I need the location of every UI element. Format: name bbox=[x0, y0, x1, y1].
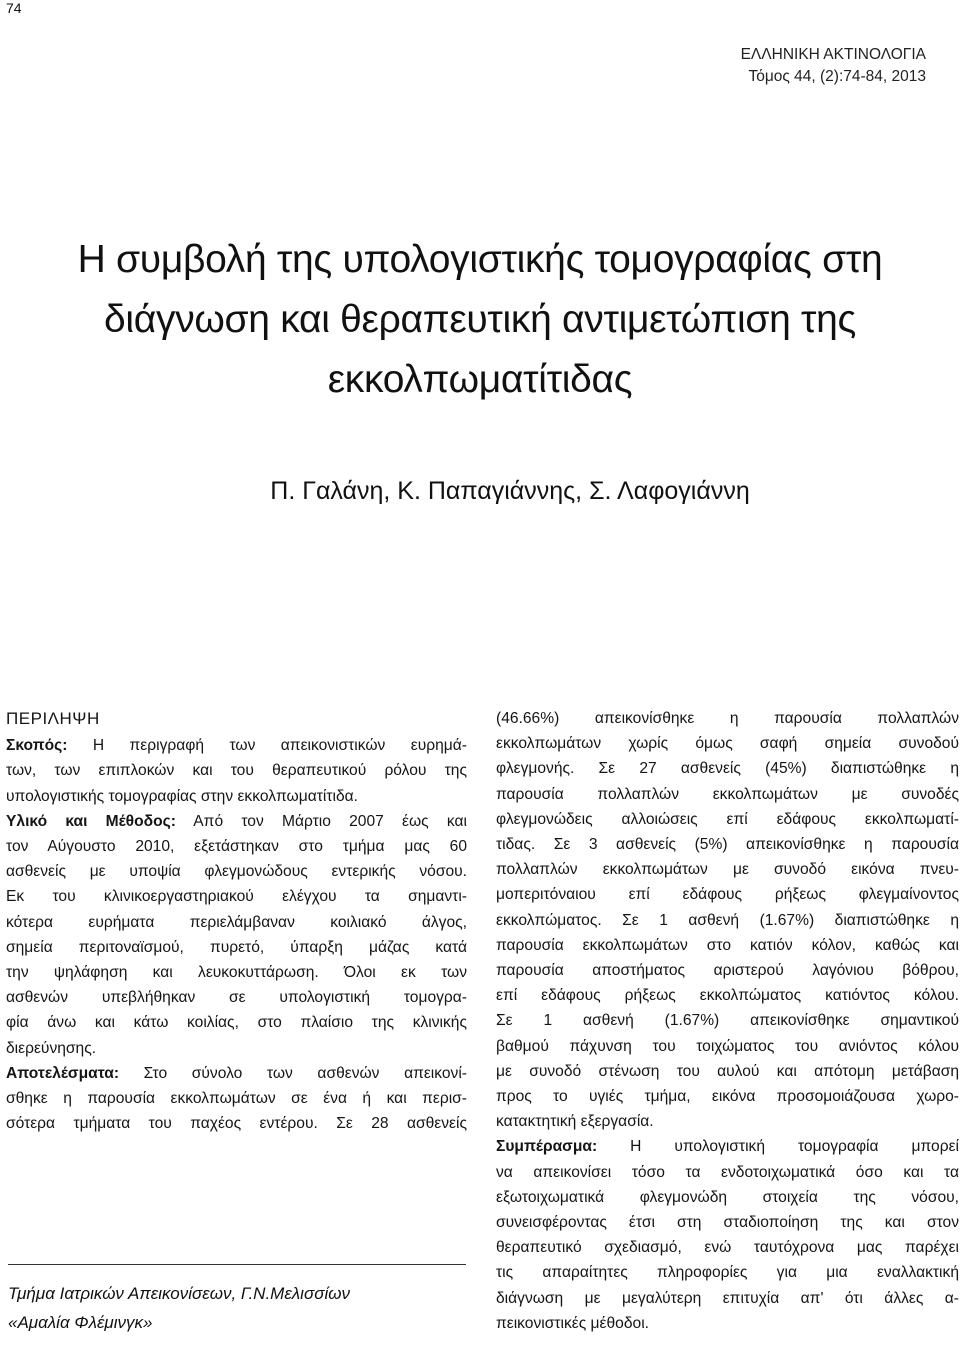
text-line: φλεγμονώδεις αλλοιώσεις επί εδάφους εκκολπωματί- bbox=[496, 810, 959, 828]
text-line: παρουσία εκκολπωμάτων στο κατιόν κόλον, καθώς και bbox=[496, 936, 959, 954]
text-line: τον Αύγουστο 2010, εξετάστηκαν στο τμήμα μας 60 bbox=[6, 838, 467, 856]
text-line: διερεύνησης. bbox=[6, 1039, 97, 1057]
text-line: Υλικό και Μέθοδος: Από τον Μάρτιο 2007 έως και bbox=[6, 812, 467, 830]
text-line: εξωτοιχωματικά φλεγμονώδη στοιχεία της νόσου, bbox=[496, 1188, 959, 1206]
abstract-heading: ΠΕΡΙΛΗΨΗ bbox=[6, 709, 100, 728]
text-line: ασθενών υπεβλήθηκαν σε υπολογιστική τομογρα- bbox=[6, 989, 467, 1007]
journal-issue: Τόμος 44, (2):74-84, 2013 bbox=[748, 68, 926, 85]
title-line: εκκολπωματίτιδας bbox=[327, 358, 633, 401]
journal-name: ΕΛΛΗΝΙΚΗ ΑΚΤΙΝΟΛΟΓΙΑ bbox=[740, 46, 926, 63]
article-title bbox=[0, 230, 960, 410]
methods-label: Υλικό και Μέθοδος: bbox=[6, 812, 176, 830]
text-line: φλεγμονής. Σε 27 ασθενείς (45%) διαπιστώθηκε η bbox=[496, 760, 959, 778]
text-line: σθηκε η παρουσία εκκολπωμάτων σε ένα ή και περισ- bbox=[6, 1090, 467, 1108]
affiliation-line: «Αμαλία Φλέμινγκ» bbox=[8, 1313, 153, 1332]
text-line: Σε 1 ασθενή (1.67%) απεικονίσθηκε σημαντικού bbox=[496, 1012, 959, 1030]
text-line: με συνοδό στένωση του αυλού και απότομη μετάβαση bbox=[496, 1062, 959, 1080]
text-line: την ψηλάφηση και λευκοκυττάρωση. Όλοι εκ των bbox=[6, 964, 467, 982]
text-line: βαθμού πάχυνση του τοιχώματος του ανιόντος κόλου bbox=[496, 1037, 959, 1055]
page-number: 74 bbox=[6, 0, 22, 16]
text-line: των, των επιπλοκών και του θεραπευτικού ρόλου της bbox=[6, 762, 467, 780]
text-line: Εκ του κλινικοεργαστηριακού ελέγχου τα σημαντι- bbox=[6, 888, 467, 906]
text-line: πολλαπλών εκκολπωμάτων με συνοδό εικόνα πνευ- bbox=[496, 861, 959, 879]
text-line: (46.66%) απεικονίσθηκε η παρουσία πολλαπλών bbox=[496, 710, 959, 727]
text-line: σότερα τμήματα του παχέος εντέρου. Σε 28 ασθενείς bbox=[6, 1115, 467, 1133]
text-line: συνεισφέροντας έτσι στη σταδιοποίηση της και στον bbox=[496, 1214, 959, 1232]
authors: Π. Γαλάνη, Κ. Παπαγιάννης, Σ. Λαφογιάννη bbox=[270, 477, 750, 505]
journal-header bbox=[741, 44, 926, 88]
affiliation bbox=[8, 1279, 350, 1337]
text-line: Αποτελέσματα: Στο σύνολο των ασθενών απεικονί- bbox=[6, 1064, 467, 1082]
conclusion-label: Συμπέρασμα: bbox=[496, 1138, 598, 1156]
text-line: εκκολπωμάτων χωρίς όμως σαφή σημεία συνοδού bbox=[496, 735, 959, 753]
footnote-divider bbox=[8, 1264, 466, 1265]
text-line: θεραπευτικό σχεδιασμό, ενώ ταυτόχρονα μας παρέχει bbox=[496, 1239, 959, 1257]
title-line: Η συμβολή της υπολογιστικής τομογραφίας στη bbox=[77, 238, 883, 281]
text-line: επί εδάφους ρήξεως εκκολπώματος κατιόντος κόλου. bbox=[496, 987, 959, 1005]
text-line: προς το υγιές τμήμα, εικόνα προσομοιάζουσα χωρο- bbox=[496, 1088, 959, 1106]
text-line: τιδας. Σε 3 ασθενείς (5%) απεικονίσθηκε η παρουσία bbox=[496, 836, 959, 854]
text-line: υπολογιστικής τομογραφίας στην εκκολπωματίτιδα. bbox=[6, 787, 358, 805]
affiliation-line: Τμήμα Ιατρικών Απεικονίσεων, Γ.Ν.Μελισσίων bbox=[8, 1284, 350, 1303]
text-line: τις απαραίτητες πληροφορίες για μια εναλλακτική bbox=[496, 1264, 959, 1282]
aim-label: Σκοπός: bbox=[6, 737, 68, 755]
text-line: ασθενείς με υποψία φλεγμονώδους εντερικής νόσου. bbox=[6, 863, 467, 881]
text-line: Σκοπός: Η περιγραφή των απεικονιστικών ευρημά- bbox=[6, 737, 467, 755]
text-line: πεικονιστικές μέθοδοι. bbox=[496, 1314, 649, 1332]
results-label: Αποτελέσματα: bbox=[6, 1064, 120, 1082]
text-line: εκκολπώματος. Σε 1 ασθενή (1.67%) διαπιστώθηκε η bbox=[496, 911, 959, 929]
text-line: κατακτητική εξεργασία. bbox=[496, 1113, 654, 1131]
abstract-left-column bbox=[6, 706, 467, 1136]
text-line: σημεία περιτοναϊσμού, πυρετό, ύπαρξη μάζας κατά bbox=[6, 938, 467, 956]
title-line: διάγνωση και θεραπευτική αντιμετώπιση της bbox=[103, 298, 857, 341]
text-line: να απεικονίσει τόσο τα ενδοτοιχωματικά όσο και τα bbox=[496, 1163, 959, 1181]
text-line: παρουσία αποστήματος αριστερού λαγόνιου βόθρου, bbox=[496, 962, 959, 980]
text-line: Συμπέρασμα: Η υπολογιστική τομογραφία μπορεί bbox=[496, 1138, 959, 1156]
text-line: κότερα ευρήματα περιελάμβαναν κοιλιακό άλγος, bbox=[6, 913, 467, 931]
text-line: διάγνωση με μεγαλύτερη επιτυχία απ' ότι άλλες α- bbox=[496, 1289, 959, 1307]
text-line: μοπεριτόναιου επί εδάφους ρήξεως φλεγμαίνοντος bbox=[496, 886, 959, 904]
abstract-right-column bbox=[496, 706, 959, 1336]
text-line: φία άνω και κάτω κοιλίας, στο πλαίσιο της κλινικής bbox=[6, 1014, 467, 1032]
text-line: παρουσία πολλαπλών εκκολπωμάτων με συνοδές bbox=[496, 785, 959, 803]
